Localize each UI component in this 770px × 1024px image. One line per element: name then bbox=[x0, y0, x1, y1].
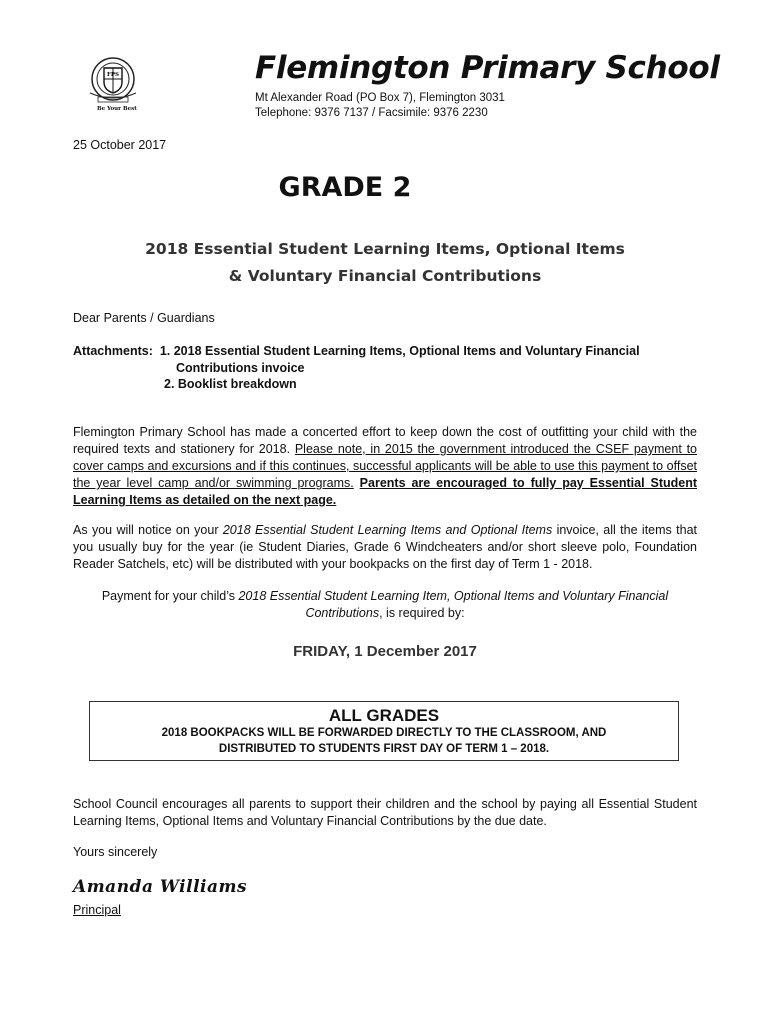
school-phone: Telephone: 9376 7137 / Facsimile: 9376 2230 bbox=[255, 107, 488, 119]
payment-encouragement: Parents are encouraged to fully pay Essential Student Learning Items as detailed on the next page. bbox=[73, 476, 698, 507]
notice-box bbox=[89, 701, 679, 761]
due-date-text: FRIDAY, 1 December 2017 bbox=[293, 643, 477, 660]
paragraph-invoice-start: As you will notice on your bbox=[73, 523, 223, 537]
attachment-item-1: 1. 2018 Essential Student Learning Items, Optional Items and Voluntary Financial bbox=[159, 344, 640, 358]
invoice-name: 2018 Essential Student Learning Items and Optional Items bbox=[222, 523, 553, 537]
grade-title bbox=[0, 172, 770, 203]
paragraph-council: School Council encourages all parents to support their children and the school by paying all Essential Student Learning Items, Optional Items and Voluntary Financial Contributions by the due date. bbox=[73, 797, 697, 828]
paragraph-payment-start: Payment for your child’s bbox=[101, 589, 239, 603]
attachment-item-1-cont: Contributions invoice bbox=[176, 360, 305, 375]
school-crest-icon bbox=[82, 55, 144, 113]
attachment-item-2: 2. Booklist breakdown bbox=[164, 377, 297, 391]
paragraph-payment bbox=[80, 588, 690, 622]
subtitle-line-1: 2018 Essential Student Learning Items, Optional Items bbox=[145, 240, 625, 258]
paragraph-invoice-end: invoice, all the items that you usually buy for the year (ie Student Diaries, Grade 6 Windcheaters and/or short sleeve polo, Foundation Reader Satchels, etc) will be distributed with your bookpacks on the first day of Term 1 - 2018. bbox=[73, 523, 697, 571]
school-logo bbox=[82, 55, 144, 113]
grade-title-text: GRADE 2 bbox=[278, 172, 412, 203]
school-name: Flemington Primary School bbox=[255, 50, 720, 86]
letter-date: 25 October 2017 bbox=[73, 138, 167, 152]
notice-line-1: 2018 BOOKPACKS WILL BE FORWARDED DIRECTLY TO THE CLASSROOM, AND bbox=[161, 727, 607, 739]
payment-item-name: 2018 Essential Student Learning Item, Optional Items and Voluntary Financial Contributions bbox=[238, 589, 669, 620]
notice-line-2: DISTRIBUTED TO STUDENTS FIRST DAY OF TERM 1 – 2018. bbox=[218, 742, 550, 755]
csef-note: Please note, in 2015 the government introduced the CSEF payment to cover camps and excursions and if this continues, successful applicants will be able to use this payment to offset the year level camp and/or swimming programs. bbox=[73, 442, 698, 490]
logo-motto: Be Your Best bbox=[97, 106, 137, 112]
paragraph-payment-end: , is required by: bbox=[379, 606, 465, 620]
attachments-block bbox=[73, 343, 640, 393]
due-date bbox=[0, 643, 770, 660]
notice-title: ALL GRADES bbox=[328, 706, 440, 725]
signature: Amanda Williams bbox=[73, 877, 248, 897]
paragraph-cost bbox=[73, 424, 697, 509]
closing: Yours sincerely bbox=[73, 845, 158, 859]
logo-initials: FPS bbox=[107, 72, 120, 78]
school-address: Mt Alexander Road (PO Box 7), Flemington 3031 bbox=[255, 92, 505, 104]
signature-role: Principal bbox=[73, 903, 121, 917]
paragraph-cost-text: Flemington Primary School has made a concerted effort to keep down the cost of outfitting your child with the required texts and stationery for 2018. bbox=[73, 425, 697, 456]
paragraph-invoice bbox=[73, 522, 697, 573]
subtitle-line-2: & Voluntary Financial Contributions bbox=[228, 267, 542, 285]
salutation: Dear Parents / Guardians bbox=[73, 311, 215, 325]
attachments-label: Attachments: bbox=[73, 344, 153, 358]
